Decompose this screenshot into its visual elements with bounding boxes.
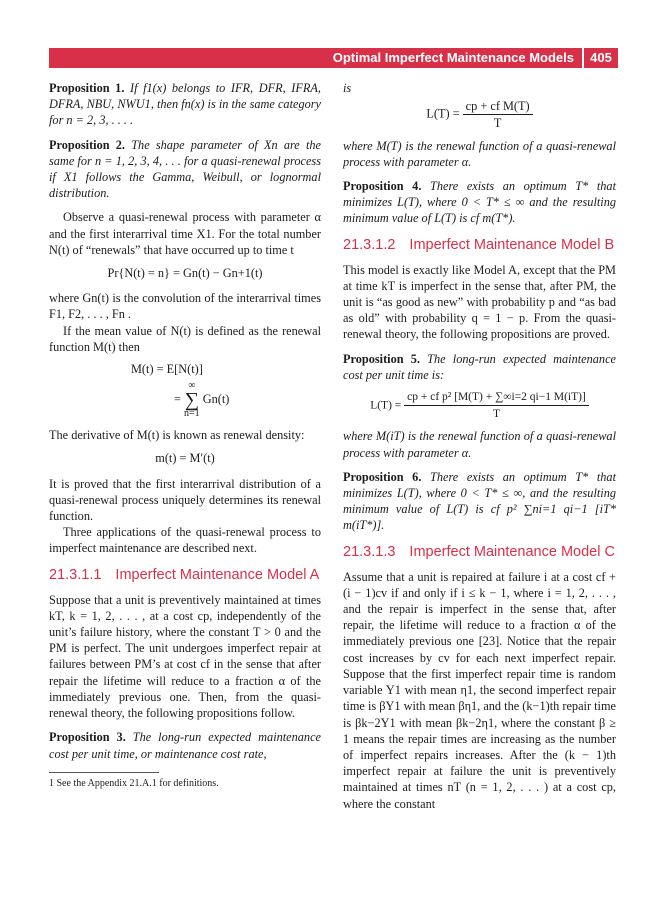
equation-renewal-density: m(t) = M′(t) xyxy=(155,451,215,466)
proposition-2 xyxy=(49,137,321,202)
section-title: Imperfect Maintenance Model A xyxy=(115,566,320,583)
proposition-1-text: If f1(x) belongs to IFR, DFR, IFRA, DFRA, NBU, NWU1, then fn(x) is in the same category for n = 2, 3, . . . . xyxy=(49,81,321,128)
eq-lhs: L(T) = xyxy=(370,399,402,412)
paragraph: Assume that a unit is repaired at failure i at a cost cf + (i − 1)cv if and only if i ≤ k − 1, where i = 1, 2, . . . , and the repair is imperfect in the sense that, after repair, the lifetime will reduce to a fraction α of the immediately previous one [23]. Notice that the repair cost increases by cv for each next imperfect repair. Suppose that the first imperfect repair time is random variable Y1 with mean η1, the second imperfect repair time is βY1 with mean βη1, and the (k−1)th repair time is βk−2Y1 with mean βk−2η1, where the constant β ≥ 1 means the repair times are increasing as the number of imperfect repairs increases. After the (k − 1)th imperfect repair at failure the unit is preventively maintained at times nT (n = 1, 2, . . . ) at a cost cp, where the constant xyxy=(343,569,616,811)
proposition-5-text: The long-run expected maintenance cost per unit time is: xyxy=(343,351,616,382)
sigma: ∑ xyxy=(184,389,199,412)
section-number: 21.3.1.1 xyxy=(49,566,102,583)
section-number: 21.3.1.3 xyxy=(343,543,396,560)
sum-lower: n=1 xyxy=(184,408,200,420)
fraction xyxy=(404,389,589,422)
section-heading-model-b xyxy=(343,236,616,254)
proposition-1-label: Proposition 1. xyxy=(49,81,125,95)
paragraph: Suppose that a unit is preventively maintained at times kT, k = 1, 2, . . . , at a cost cp, independently of the unit’s failure history, where the constant T > 0 and the PM is perfect. The unit undergoes imperfect repair at failures between PM’s at cost cf in the sense that after repair the lifetime will reduce to a fraction α of the immediately previous one. Then, from the quasi-renewal theory, the following propositions follow. xyxy=(49,592,321,721)
section-title: Imperfect Maintenance Model B xyxy=(409,236,615,253)
sum-term: Gn(t) xyxy=(202,392,230,407)
equation-cost-rate-b xyxy=(343,389,616,422)
equation-renewal-function: M(t) = E[N(t)] xyxy=(131,362,203,377)
paragraph: where Gn(t) is the convolution of the interarrival times F1, F2, . . . , Fn . xyxy=(49,291,321,322)
footnote: 1 See the Appendix 21.A.1 for definitions. xyxy=(49,777,219,789)
proposition-6-label: Proposition 6. xyxy=(343,469,422,484)
proposition-1 xyxy=(49,80,321,129)
paragraph: The derivative of M(t) is known as renewal density: xyxy=(49,428,305,443)
eq-equals: = xyxy=(174,392,181,407)
equation-cost-rate-a xyxy=(343,98,616,131)
proposition-2-label: Proposition 2. xyxy=(49,137,126,152)
paragraph: where M(T) is the renewal function of a quasi-renewal process with parameter α. xyxy=(343,138,616,169)
paragraph: This model is exactly like Model A, except that the PM at time kT is imperfect in the sense that, after PM, the unit is “as good as new” with probability p and “as bad as old” with probability q = 1 − p. From the quasi-renewal theory, the following propositions are proved. xyxy=(343,262,616,342)
right-column xyxy=(343,80,616,812)
proposition-3 xyxy=(49,729,321,761)
paragraph: Three applications of the quasi-renewal process to imperfect maintenance are described next. xyxy=(49,525,321,556)
left-column xyxy=(49,80,321,790)
page-number: 405 xyxy=(584,48,618,68)
eq-lhs: L(T) = xyxy=(426,106,460,121)
section-heading-model-c xyxy=(343,543,616,561)
paragraph: Observe a quasi-renewal process with parameter α and the first interarrival time X1. For the total number N(t) of “renewals” that have occurred up to time t xyxy=(49,210,321,257)
paragraph: If the mean value of N(t) is defined as the renewal function M(t) then xyxy=(49,323,321,354)
proposition-3-label: Proposition 3. xyxy=(49,730,126,745)
equation-prob-n: Pr{N(t) = n} = Gn(t) − Gn+1(t) xyxy=(107,266,263,281)
proposition-2-text: The shape parameter of Xn are the same for n = 1, 2, 3, 4, . . . for a quasi-renewal process if X1 follows the Gamma, Weibull, or lognormal distribution. xyxy=(49,137,321,201)
section-heading-model-a xyxy=(49,566,321,584)
running-title: Optimal Imperfect Maintenance Models xyxy=(49,48,582,68)
proposition-4-label: Proposition 4. xyxy=(343,179,422,194)
proposition-5 xyxy=(343,351,616,383)
proposition-4-text: There exists an optimum T* that minimizes L(T), where 0 < T* ≤ ∞ and the resulting minimum value of L(T) is cf m(T*). xyxy=(343,179,616,226)
numerator: cp + cf p² [M(T) + ∑∞i=2 qi−1 M(iT)] xyxy=(404,389,589,406)
proposition-6-text: There exists an optimum T* that minimizes L(T), where 0 < T* ≤ ∞, and the resulting minimum value of L(T) is cf p² ∑ni=1 qi−1 [iT* m(iT*)]. xyxy=(343,469,616,533)
fraction xyxy=(463,98,533,131)
footnote-rule xyxy=(49,772,159,773)
numerator: cp + cf M(T) xyxy=(463,98,533,115)
section-number: 21.3.1.2 xyxy=(343,236,396,253)
paragraph: where M(iT) is the renewal function of a quasi-renewal process with parameter α. xyxy=(343,429,616,460)
equation-renewal-sum xyxy=(49,381,321,419)
proposition-4 xyxy=(343,178,616,227)
sum-upper: ∞ xyxy=(188,380,196,392)
proposition-3-text: The long-run expected maintenance cost per unit time, or maintenance cost rate, xyxy=(49,730,321,761)
paragraph: It is proved that the first interarrival distribution of a quasi-renewal process uniquely determines its renewal function. xyxy=(49,476,321,524)
paragraph: is xyxy=(343,81,352,95)
section-title: Imperfect Maintenance Model C xyxy=(409,543,615,560)
summation xyxy=(184,381,200,419)
denominator: T xyxy=(493,116,502,131)
denominator: T xyxy=(492,408,500,421)
proposition-5-label: Proposition 5. xyxy=(343,351,420,366)
proposition-6 xyxy=(343,469,616,534)
